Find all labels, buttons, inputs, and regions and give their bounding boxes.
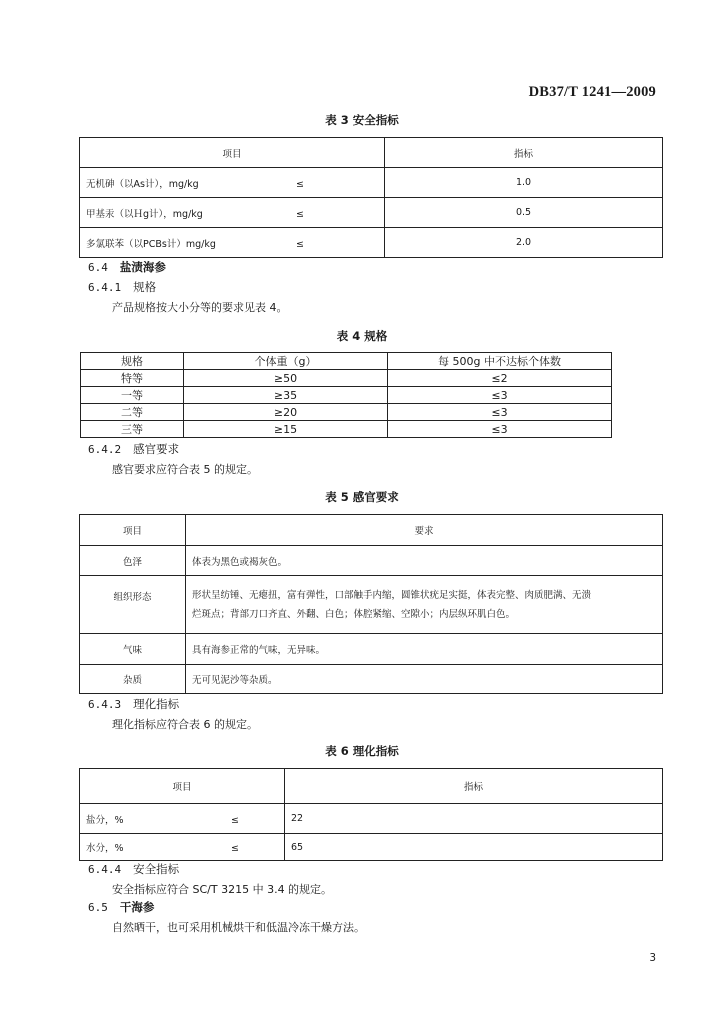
- section-title: 规格: [133, 280, 157, 294]
- section-title: 安全指标: [133, 862, 180, 876]
- op-text: ≤: [231, 843, 239, 854]
- section-number: 6.4: [88, 261, 108, 274]
- table4-header-grade: 规格: [81, 353, 184, 370]
- table-row: [81, 404, 612, 421]
- table-row: [80, 198, 663, 228]
- table-row: [81, 370, 612, 387]
- value-cell: 0.5: [385, 198, 663, 228]
- op-text: ≤: [296, 208, 304, 220]
- count-cell: ≤3: [388, 404, 612, 421]
- table-cell: [80, 168, 385, 198]
- section-6-4-4: [88, 861, 179, 877]
- item-text: 水分，%: [86, 843, 124, 854]
- table5: [79, 514, 663, 694]
- item-cell: 气味: [80, 634, 186, 665]
- item-text: 甲基汞（以Ｈg计），mg/kg: [86, 208, 203, 220]
- section-number: 6.4.4: [88, 863, 122, 876]
- table4: [80, 352, 612, 438]
- table-row: [81, 421, 612, 438]
- paragraph: 理化指标应符合表 6 的规定。: [112, 718, 258, 731]
- item-cell: 组织形态: [80, 576, 186, 634]
- table-row: [80, 546, 663, 576]
- grade-cell: 一等: [81, 387, 184, 404]
- value-cell: 2.0: [385, 228, 663, 258]
- grade-cell: 特等: [81, 370, 184, 387]
- paragraph: 安全指标应符合 SC/T 3215 中 3.4 的规定。: [112, 883, 333, 896]
- grade-cell: 二等: [81, 404, 184, 421]
- table5-header-item: 项目: [80, 515, 186, 546]
- table-row: [80, 665, 663, 694]
- section-6-4-3: [88, 696, 179, 712]
- count-cell: ≤2: [388, 370, 612, 387]
- op-text: ≤: [296, 238, 304, 250]
- table-cell: [80, 198, 385, 228]
- table-row: [80, 576, 663, 634]
- req-line: 烂斑点；背部刀口齐直、外翻、白色；体腔紧缩、空隙小；内层纵环肌白色。: [192, 608, 516, 620]
- table-row: [80, 228, 663, 258]
- table-row: [80, 168, 663, 198]
- table-row: [81, 387, 612, 404]
- table6-title: 表 6 理化指标: [325, 744, 399, 758]
- item-cell: 杂质: [80, 665, 186, 694]
- value-cell: 1.0: [385, 168, 663, 198]
- table-header-row: [81, 353, 612, 370]
- count-cell: ≤3: [388, 421, 612, 438]
- req-cell: 体表为黑色或褐灰色。: [186, 546, 663, 576]
- section-title: 感官要求: [133, 442, 180, 456]
- weight-cell: ≥20: [184, 404, 388, 421]
- table-cell: [80, 834, 285, 861]
- table-row: [80, 834, 663, 861]
- table-header-row: [80, 769, 663, 804]
- weight-cell: ≥15: [184, 421, 388, 438]
- weight-cell: ≥35: [184, 387, 388, 404]
- item-text: 盐分，%: [86, 814, 124, 826]
- page-number: 3: [649, 952, 656, 964]
- table4-header-weight: 个体重（g）: [184, 353, 388, 370]
- table-row: [80, 804, 663, 834]
- table3-title: 表 3 安全指标: [325, 113, 399, 127]
- table6: [79, 768, 663, 861]
- req-cell: 具有海参正常的气味，无异味。: [186, 634, 663, 665]
- section-title: 盐渍海参: [119, 260, 166, 274]
- weight-cell: ≥50: [184, 370, 388, 387]
- req-cell: 无可见泥沙等杂质。: [186, 665, 663, 694]
- item-text: 无机砷（以As计），mg/kg: [86, 178, 199, 190]
- table-header-row: [80, 138, 663, 168]
- item-cell: 色泽: [80, 546, 186, 576]
- section-number: 6.4.2: [88, 443, 122, 456]
- table3-header-item: 项目: [80, 138, 385, 168]
- section-title: 干海参: [119, 900, 155, 914]
- section-title: 理化指标: [133, 697, 180, 711]
- table-header-row: [80, 515, 663, 546]
- op-text: ≤: [296, 178, 304, 190]
- item-text: 多氯联苯（以PCBs计）mg/kg: [86, 238, 216, 250]
- grade-cell: 三等: [81, 421, 184, 438]
- value-cell: 22: [285, 804, 663, 834]
- document-number: DB37/T 1241—2009: [528, 84, 656, 100]
- table4-header-count: 每 500g 中不达标个体数: [388, 353, 612, 370]
- section-number: 6.5: [88, 901, 108, 914]
- table-cell: [80, 804, 285, 834]
- table5-title: 表 5 感官要求: [325, 490, 399, 504]
- paragraph: 产品规格按大小分等的要求见表 4。: [112, 301, 288, 314]
- table-row: [80, 634, 663, 665]
- table6-header-value: 指标: [285, 769, 663, 804]
- table6-header-item: 项目: [80, 769, 285, 804]
- section-6-5: [88, 899, 154, 915]
- table3: [79, 137, 663, 258]
- table4-title: 表 4 规格: [336, 329, 388, 343]
- section-6-4-1: [88, 279, 156, 295]
- table5-header-req: 要求: [186, 515, 663, 546]
- table3-header-value: 指标: [385, 138, 663, 168]
- count-cell: ≤3: [388, 387, 612, 404]
- paragraph: 自然晒干，也可采用机械烘干和低温冷冻干燥方法。: [112, 921, 365, 934]
- paragraph: 感官要求应符合表 5 的规定。: [112, 463, 258, 476]
- section-number: 6.4.3: [88, 698, 122, 711]
- op-text: ≤: [231, 814, 239, 826]
- req-line: 形状呈纺锤、无瘪扭，富有弹性，口部触手内缩，圆锥状疣足实挺，体表完整、肉质肥满、无溃: [192, 589, 592, 601]
- section-6-4: [88, 259, 166, 275]
- section-number: 6.4.1: [88, 281, 122, 294]
- value-cell: 65: [285, 834, 663, 861]
- req-cell: [186, 576, 663, 634]
- table-cell: [80, 228, 385, 258]
- section-6-4-2: [88, 441, 179, 457]
